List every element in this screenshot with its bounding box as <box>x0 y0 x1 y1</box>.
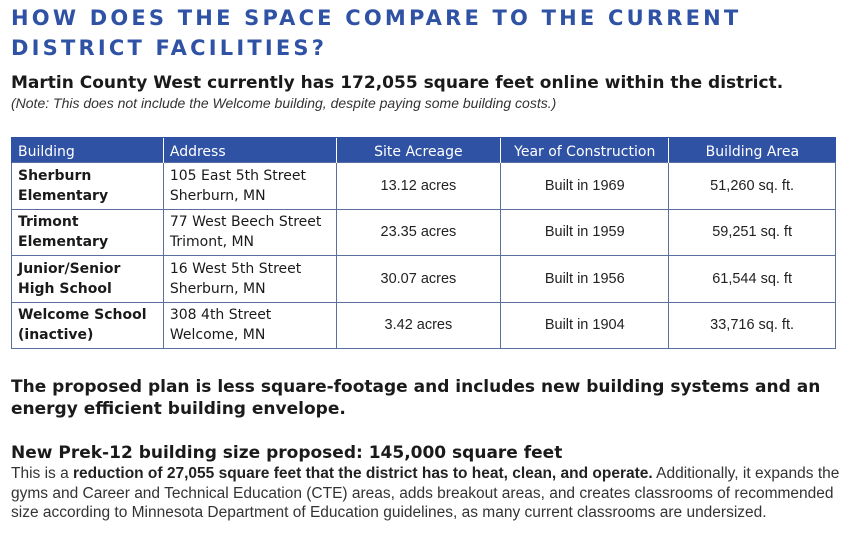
table-header-row <box>12 138 836 163</box>
building-name <box>12 256 164 303</box>
site-acreage: 13.12 acres <box>336 163 501 210</box>
year-of-construction: Built in 1959 <box>501 209 669 256</box>
header-site-acreage: Site Acreage <box>336 138 501 163</box>
site-acreage: 3.42 acres <box>336 302 501 349</box>
table-row <box>12 256 836 303</box>
building-name-line-1: Trimont <box>18 214 79 231</box>
plan-statement: The proposed plan is less square-footage and includes new building systems and an energy efficient building envelope. <box>11 377 821 419</box>
header-building-area: Building Area <box>669 138 836 163</box>
heading-line-1: HOW DOES THE SPACE COMPARE TO THE CURRENT <box>11 6 742 30</box>
header-address: Address <box>163 138 336 163</box>
square-footage-summary: Martin County West currently has 172,055 square feet online within the district. <box>11 73 784 93</box>
building-area: 61,544 sq. ft <box>669 256 836 303</box>
address-city: Sherburn, MN <box>169 280 266 297</box>
site-acreage: 30.07 acres <box>336 256 501 303</box>
facilities-table <box>11 137 836 349</box>
address-city: Sherburn, MN <box>169 187 266 204</box>
address-street: 308 4th Street <box>169 307 272 324</box>
proposed-size-title: New Prek-12 building size proposed: 145,000 square feet <box>11 443 563 463</box>
building-name-line-2: (inactive) <box>18 327 94 344</box>
year-of-construction: Built in 1956 <box>501 256 669 303</box>
building-area: 51,260 sq. ft. <box>669 163 836 210</box>
address-street: 16 West 5th Street <box>169 260 302 277</box>
address-street: 77 West Beech Street <box>169 214 322 231</box>
description-rest: Additionally, it expands the gyms and Career and Technical Education (CTE) areas, adds breakout areas, and creates classrooms of recommended size according to Minnesota Department of Education guidelines, as many current classrooms are undersized. <box>11 465 840 521</box>
building-name <box>12 209 164 256</box>
building-area: 59,251 sq. ft <box>669 209 836 256</box>
header-building: Building <box>12 138 164 163</box>
header-year-of-construction: Year of Construction <box>501 138 669 163</box>
table-row <box>12 209 836 256</box>
page-heading <box>11 3 841 63</box>
building-name-line-2: High School <box>18 280 112 297</box>
welcome-building-note: (Note: This does not include the Welcome building, despite paying some building costs.) <box>11 95 557 111</box>
building-name-line-2: Elementary <box>18 234 109 251</box>
year-of-construction: Built in 1904 <box>501 302 669 349</box>
site-acreage: 23.35 acres <box>336 209 501 256</box>
building-name-line-1: Sherburn <box>18 167 92 184</box>
building-name-line-2: Elementary <box>18 187 109 204</box>
building-address <box>163 256 336 303</box>
description-intro: This is a <box>11 465 74 482</box>
address-street: 105 East 5th Street <box>169 167 306 184</box>
proposed-description <box>11 464 841 523</box>
building-address <box>163 163 336 210</box>
address-city: Welcome, MN <box>169 327 266 344</box>
heading-line-2: DISTRICT FACILITIES? <box>11 36 328 60</box>
table-row <box>12 302 836 349</box>
building-address <box>163 302 336 349</box>
building-name-line-1: Junior/Senior <box>18 260 121 277</box>
table-row <box>12 163 836 210</box>
address-city: Trimont, MN <box>169 234 255 251</box>
year-of-construction: Built in 1969 <box>501 163 669 210</box>
description-highlight: reduction of 27,055 square feet that the district has to heat, clean, and operate. <box>73 465 653 482</box>
building-area: 33,716 sq. ft. <box>669 302 836 349</box>
building-name <box>12 163 164 210</box>
building-name-line-1: Welcome School <box>18 307 147 324</box>
building-address <box>163 209 336 256</box>
building-name <box>12 302 164 349</box>
